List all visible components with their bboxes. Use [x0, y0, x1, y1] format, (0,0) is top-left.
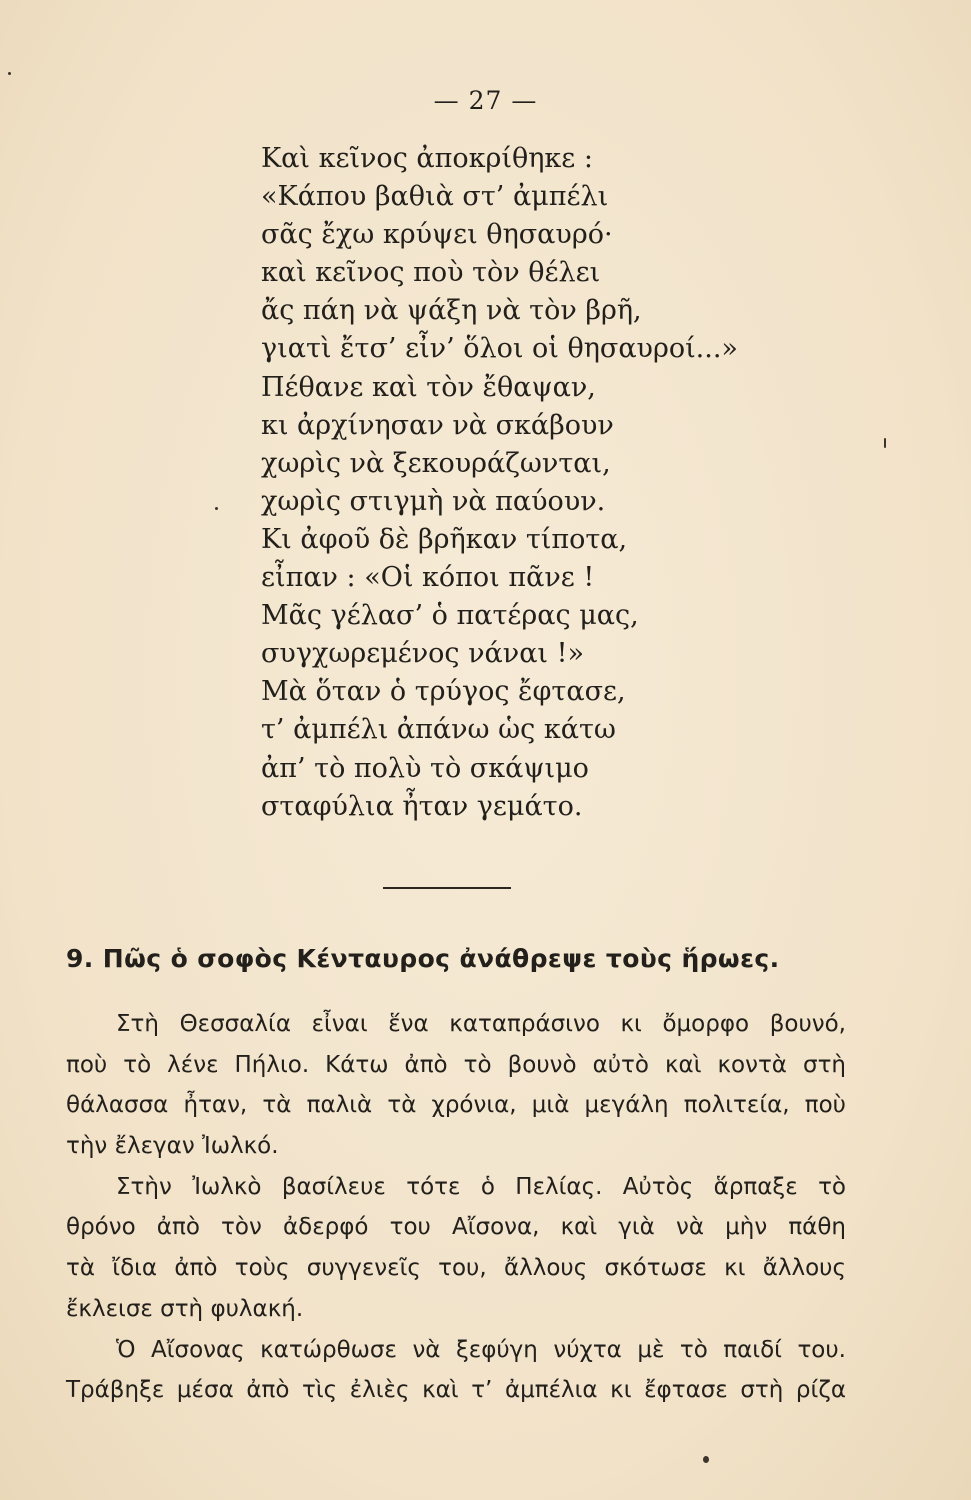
- text-line: Στὴ Θεσσαλία εἶναι ἕνα καταπράσινο κι ὄμορφο βουνό,: [116, 1011, 846, 1037]
- poem-line: «Κάπου βαθιὰ στ’ ἀμπέλι: [261, 181, 609, 213]
- poem-line: τ’ ἀμπέλι ἀπάνω ὡς κάτω: [261, 714, 616, 746]
- poem-line: γιατὶ ἔτσ’ εἶν’ ὅλοι οἱ θησαυροί...»: [261, 333, 738, 365]
- poem-line: Πέθανε καὶ τὸν ἔθαψαν,: [261, 371, 596, 403]
- paragraph: [66, 1330, 846, 1411]
- text-line: τὰ ἴδια ἀπὸ τοὺς συγγενεῖς του, ἄλλους σκότωσε κι ἄλλους: [66, 1255, 846, 1282]
- print-speck: [215, 507, 218, 510]
- text-line: Στὴν Ἰωλκὸ βασίλευε τότε ὁ Πελίας. Αὐτὸς ἅρπαξε τὸ: [116, 1173, 846, 1200]
- poem-line: σταφύλια ἦταν γεμάτο.: [261, 790, 583, 822]
- poem-line: χωρὶς στιγμὴ νὰ παύουν.: [261, 485, 606, 517]
- text-line: ποὺ τὸ λένε Πήλιο. Κάτω ἀπὸ τὸ βουνὸ αὐτὸ καὶ κοντὰ στὴ: [66, 1051, 846, 1078]
- poem-line: ἀπ’ τὸ πολὺ τὸ σκάψιμο: [261, 752, 589, 784]
- poem-line: Μᾶς γέλασ’ ὁ πατέρας μας,: [261, 600, 639, 632]
- poem-line: χωρὶς νὰ ξεκουράζωνται,: [261, 447, 611, 479]
- section-heading: 9. Πῶς ὁ σοφὸς Κένταυρος ἀνάθρεψε τοὺς ἥρωες.: [66, 944, 780, 973]
- poem-line: σᾶς ἔχω κρύψει θησαυρό·: [261, 219, 613, 251]
- paragraph: [66, 1004, 846, 1167]
- text-line: θρόνο ἀπὸ τὸν ἀδερφό του Αἴσονα, καὶ γιὰ νὰ μὴν πάθη: [66, 1214, 846, 1241]
- page-number: — 27 —: [433, 86, 538, 115]
- text-line: ἔκλεισε στὴ φυλακή.: [66, 1295, 304, 1322]
- poem: [261, 140, 781, 826]
- poem-line: εἶπαν : «Οἱ κόποι πᾶνε !: [261, 562, 595, 594]
- print-speck: [703, 1456, 709, 1463]
- poem-line: Μὰ ὅταν ὁ τρύγος ἔφτασε,: [261, 676, 626, 708]
- poem-line: συγχωρεμένος νάναι !»: [261, 638, 584, 670]
- poem-line: καὶ κεῖνος ποὺ τὸν θέλει: [261, 257, 601, 289]
- text-line: Ὁ Αἴσονας κατώρθωσε νὰ ξεφύγη νύχτα μὲ τὸ παιδί του.: [116, 1336, 846, 1363]
- text-line: θάλασσα ἦταν, τὰ παλιὰ τὰ χρόνια, μιὰ μεγάλη πολιτεία, ποὺ: [66, 1092, 846, 1119]
- poem-line: κι ἀρχίνησαν νὰ σκάβουν: [261, 409, 614, 441]
- paragraph: [66, 1167, 846, 1330]
- poem-line: Κι ἀφοῦ δὲ βρῆκαν τίποτα,: [261, 523, 628, 555]
- text-line: τὴν ἔλεγαν Ἰωλκό.: [66, 1133, 279, 1160]
- print-speck: [884, 438, 886, 448]
- poem-line: ἄς πάη νὰ ψάξη νὰ τὸν βρῆ,: [261, 295, 642, 327]
- section-body: [66, 1004, 846, 1411]
- section-divider: [383, 887, 511, 889]
- print-speck: [8, 72, 11, 75]
- poem-line: Καὶ κεῖνος ἀποκρίθηκε :: [261, 143, 593, 174]
- text-line: Τράβηξε μέσα ἀπὸ τὶς ἐλιὲς καὶ τ’ ἀμπέλια κι ἔφτασε στὴ ρίζα: [66, 1377, 846, 1404]
